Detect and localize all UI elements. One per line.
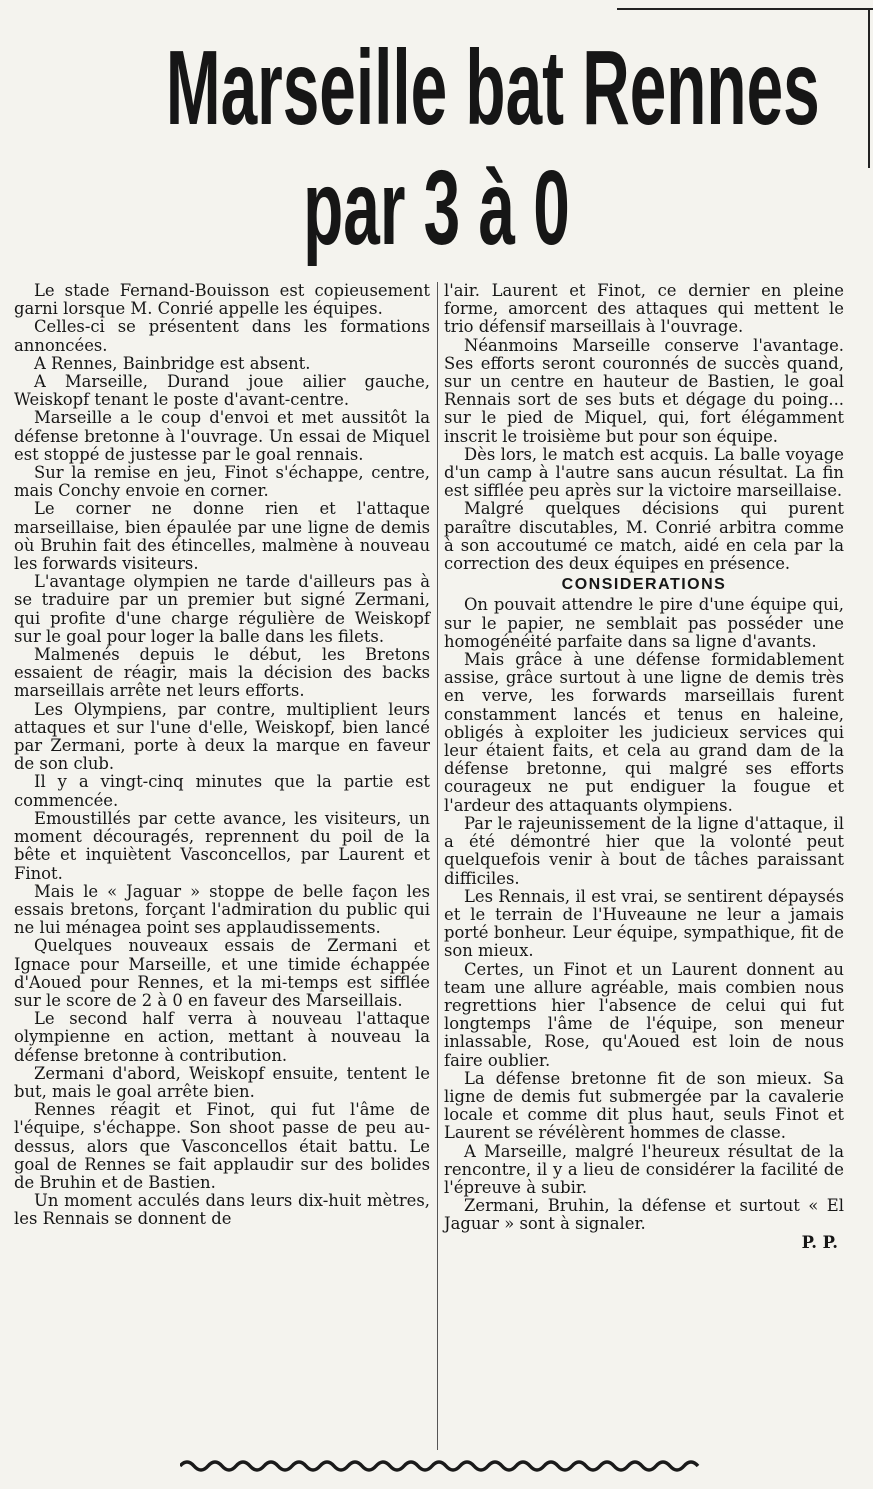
paragraph: Le stade Fernand-Bouisson est copieusement garni lorsque M. Conrié appelle les équipes. [14,281,430,319]
paragraph: Mais grâce à une défense formidablement assise, grâce surtout à une ligne de demis très en verve, les forwards marseillais furent constamment lancés et tenus en haleine, obligés à exploiter les judicieux services qui leur étaient faits, et cela au grand dam de la défense bretonne, qui malgré ses efforts courageux ne put endiguer la fougue et l'ardeur des attaquants olympiens. [444,650,844,815]
paragraph: Les Rennais, il est vrai, se sentirent dépaysés et le terrain de l'Huveaune ne leur a jamais porté bonheur. Leur équipe, sympathique, fit de son mieux. [444,886,844,961]
column-divider [437,282,438,1450]
paragraph: Quelques nouveaux essais de Zermani et Ignace pour Marseille, et une timide échappée d'Aoued pour Rennes, et la mi-temps est sifflée sur le score de 2 à 0 en faveur des Marseillais. [14,936,430,1010]
right-rule [868,8,870,168]
paragraph: A Rennes, Bainbridge est absent. [34,353,311,373]
headline-line-2: par 3 à 0 [303,149,570,267]
paragraph: Zermani d'abord, Weiskopf ensuite, tentent le but, mais le goal arrête bien. [14,1063,430,1101]
paragraph: Un moment acculés dans leurs dix-huit mètres, les Rennais se donnent de [14,1191,430,1229]
paragraph: A Marseille, Durand joue ailier gauche, Weiskopf tenant le poste d'avant-centre. [14,372,430,410]
paragraph: Dès lors, le match est acquis. La balle voyage d'un camp à l'autre sans aucun résultat. La fin est sifflée peu après sur la victoire marseillaise. [444,444,844,501]
headline-line-1: Marseille bat Rennes [165,29,820,147]
article-right-column [444,282,844,1252]
article-left-column [14,282,430,1229]
paragraph: Le corner ne donne rien et l'attaque marseillaise, bien épaulée par une ligne de demis où Bruhin fait des étincelles, malmène à nouveau les forwards visiteurs. [14,499,430,574]
paragraph: Néanmoins Marseille conserve l'avantage. Ses efforts seront couronnés de succès quand, sur un centre en hauteur de Bastien, le goal Rennais sort de ses buts et dégage du poing... sur le pied de Miquel, qui, fort élégamment inscrit le troisième but pour son équipe. [444,335,844,446]
paragraph: Il y a vingt-cinq minutes que la partie est commencée. [14,772,430,810]
paragraph: Par le rajeunissement de la ligne d'attaque, il a été démontré hier que la volonté peut quelquefois venir à bout de tâches paraissant difficiles. [444,813,844,888]
paragraph: Les Olympiens, par contre, multiplient leurs attaques et sur l'une d'elle, Weiskopf, bien lancé par Zermani, porte à deux la marque en faveur de son club. [14,699,430,774]
top-rule [617,8,873,10]
paragraph: Malgré quelques décisions qui purent paraître discutables, M. Conrié arbitra comme à son accoutumé ce match, aidé en cela par la correction des deux équipes en présence. [444,499,844,574]
paragraph: Rennes réagit et Finot, qui fut l'âme de l'équipe, s'échappe. Son shoot passe de peu au-dessus, alors que Vasconcellos était battu. Le goal de Rennes se fait applaudir sur des bolides de Bruhin et de Bastien. [14,1100,430,1192]
author-signature: P. P. [801,1232,838,1252]
section-heading: CONSIDERATIONS [561,576,727,594]
paragraph: Zermani, Bruhin, la défense et surtout « El Jaguar » sont à signaler. [444,1196,844,1234]
paragraph: L'avantage olympien ne tarde d'ailleurs pas à se traduire par un premier but signé Zermani, qui profite d'une charge régulière de Weiskopf sur le goal pour loger la balle dans les filets. [14,572,430,646]
paragraph: La défense bretonne fit de son mieux. Sa ligne de demis fut submergée par la cavalerie locale et comme dit plus haut, seuls Finot et Laurent se révélèrent hommes de classe. [444,1068,844,1143]
paragraph: Emoustillés par cette avance, les visiteurs, un moment découragés, reprennent du poil de la bête et inquiètent Vasconcellos, par Laurent et Finot. [14,808,430,883]
paragraph: Mais le « Jaguar » stoppe de belle façon les essais bretons, forçant l'admiration du public qui ne lui ménagea point ses applaudissements. [14,881,430,938]
paragraph: Celles-ci se présentent dans les formations annoncées. [14,317,430,355]
paragraph: Le second half verra à nouveau l'attaque olympienne en action, mettant à nouveau la défense bretonne à contribution. [14,1009,430,1065]
paragraph: Marseille a le coup d'envoi et met aussitôt la défense bretonne à l'ouvrage. Un essai de Miquel est stoppé de justesse par le goal rennais. [14,408,430,464]
paragraph: Sur la remise en jeu, Finot s'échappe, centre, mais Conchy envoie en corner. [14,463,430,501]
paragraph: Malmenés depuis le début, les Bretons essaient de réagir, mais la décision des backs marseillais arrête net leurs efforts. [14,645,430,701]
paragraph-continuation: l'air. Laurent et Finot, ce dernier en pleine forme, amorcent des attaques qui mettent le trio défensif marseillais à l'ouvrage. [444,281,844,337]
paragraph: Certes, un Finot et un Laurent donnent au team une allure agréable, mais combien nous regrettions hier l'absence de celui qui fut longtemps l'âme de l'équipe, son meneur inlassable, Rose, qu'Aoued est loin de nous faire oublier. [444,959,844,1070]
wavy-rule-ornament [180,1458,700,1474]
paragraph: A Marseille, malgré l'heureux résultat de la rencontre, il y a lieu de considérer la facilité de l'épreuve à subir. [444,1141,844,1197]
paragraph: On pouvait attendre le pire d'une équipe qui, sur le papier, ne semblait pas posséder une homogénéité parfaite dans sa ligne d'avants. [444,595,844,651]
